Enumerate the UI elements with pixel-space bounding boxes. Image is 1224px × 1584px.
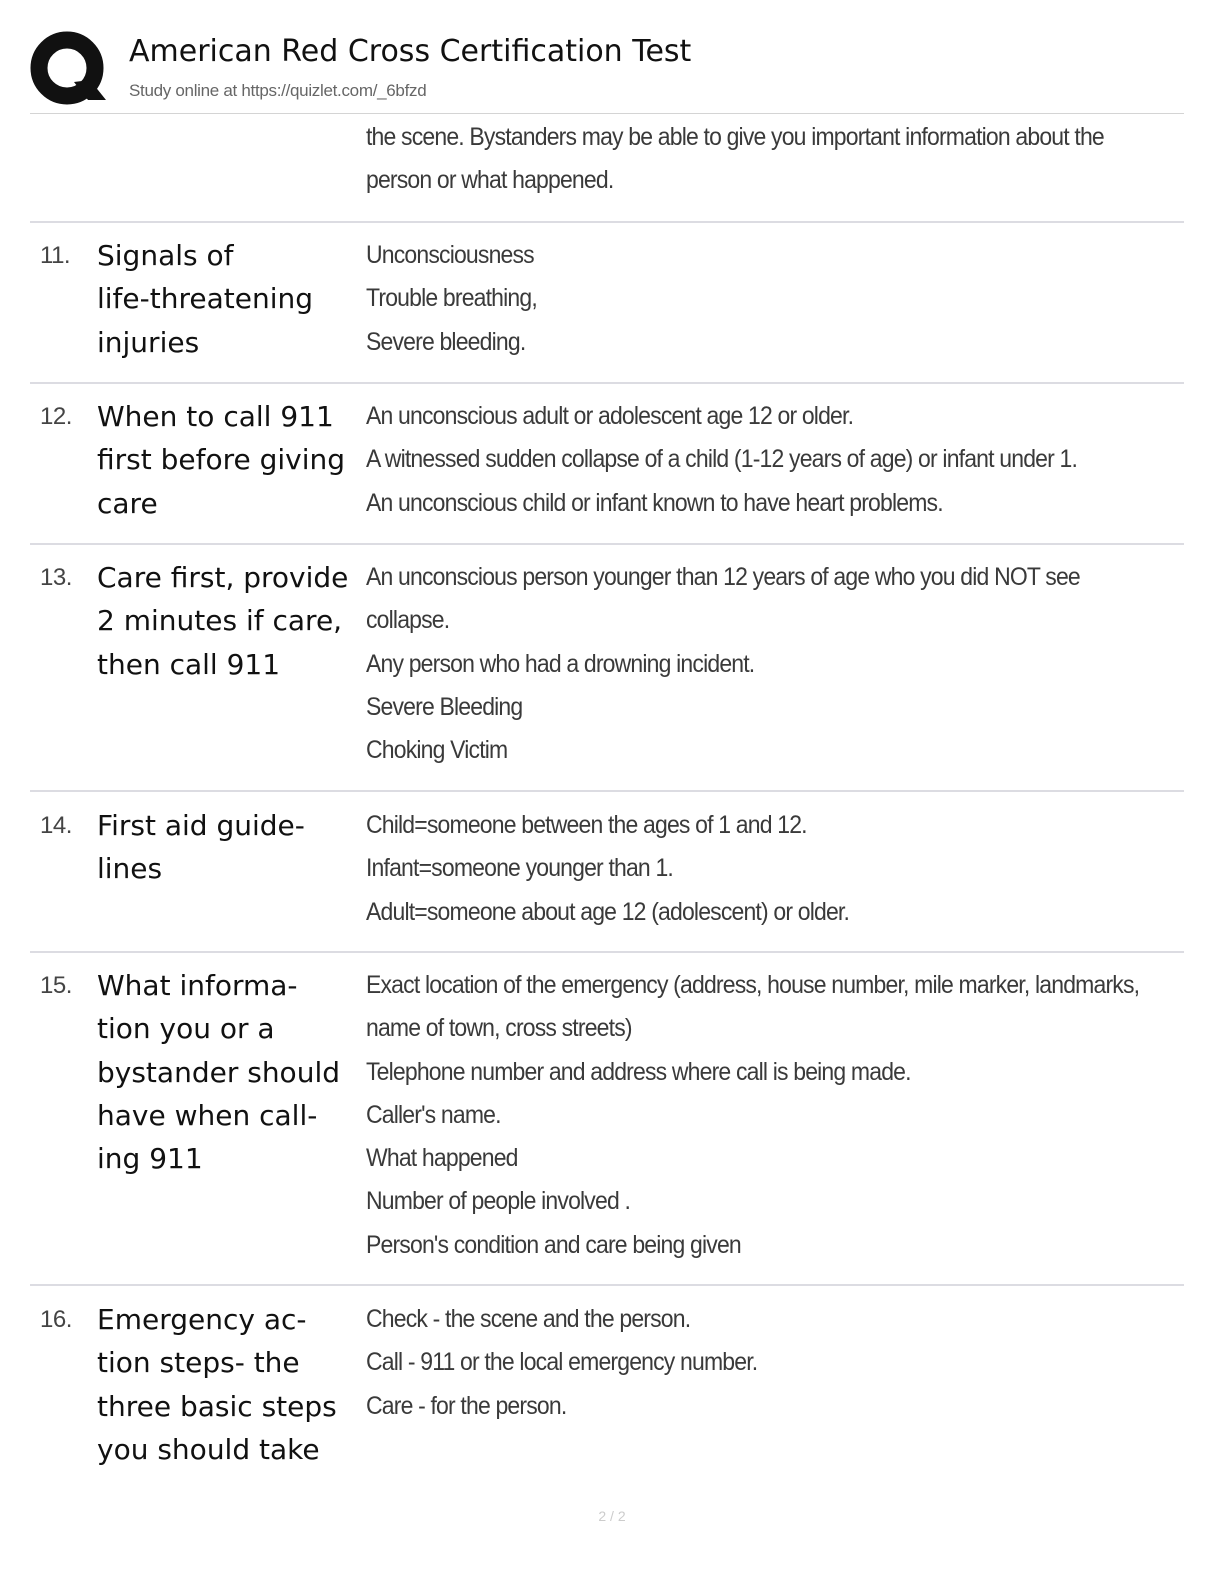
term-line: lines <box>97 852 163 886</box>
definition-line: A witnessed sudden collapse of a child (1-12 years of age) or infant under 1. <box>366 445 1078 474</box>
definition-line: What happened <box>366 1144 518 1173</box>
page-number: 2 / 2 <box>598 1508 626 1524</box>
definition-line: Number of people involved . <box>366 1187 631 1216</box>
card-term <box>97 395 372 525</box>
term-line: Care first, provide <box>97 561 349 594</box>
term-line: What informa- <box>97 969 298 1002</box>
definition-line: person or what happened. <box>366 166 614 195</box>
term-line: Emergency ac- <box>97 1303 307 1336</box>
card-term <box>97 964 372 1180</box>
card-definition <box>366 556 1116 772</box>
term-line: Signals of <box>97 239 234 272</box>
definition-line: Person's condition and care being given <box>366 1230 741 1259</box>
definition-line: Unconsciousness <box>366 241 534 269</box>
term-line: injuries <box>97 325 200 359</box>
card-number: 11. <box>40 242 71 269</box>
page-title: American Red Cross Certification Test <box>129 34 692 69</box>
header-divider <box>30 113 1184 114</box>
definition-line: An unconscious child or infant known to have heart problems. <box>366 488 943 517</box>
card-definition <box>366 395 1116 525</box>
definition-line: An unconscious adult or adolescent age 12 or older. <box>366 402 854 430</box>
term-line: 2 minutes if care, <box>97 604 343 638</box>
definition-line: Call - 911 or the local emergency number. <box>366 1348 758 1377</box>
card-number: 15. <box>40 972 72 999</box>
definition-line: Choking Victim <box>366 736 508 765</box>
term-line: ing 911 <box>97 1142 203 1176</box>
definition-line: Caller's name. <box>366 1100 501 1129</box>
definition-line: Adult=someone about age 12 (adolescent) or older. <box>366 897 850 926</box>
row-divider <box>30 790 1184 792</box>
row-divider <box>30 221 1184 223</box>
card-definition <box>366 234 1116 364</box>
term-line: life-threatening <box>97 282 314 316</box>
continuation-definition <box>366 116 1116 203</box>
row-divider <box>30 1284 1184 1286</box>
definition-line: Exact location of the emergency (address, house number, mile marker, landmarks, <box>366 971 1140 999</box>
definition-line: Infant=someone younger than 1. <box>366 854 673 883</box>
definition-line: Severe Bleeding <box>366 692 523 721</box>
card-definition <box>366 1298 1116 1428</box>
definition-line: Telephone number and address where call is being made. <box>366 1057 911 1086</box>
term-line: first before giving <box>97 443 346 477</box>
term-line: bystander should <box>97 1055 340 1089</box>
card-number: 12. <box>40 403 72 430</box>
term-line: you should take <box>97 1432 320 1466</box>
definition-line: Child=someone between the ages of 1 and 12. <box>366 811 807 839</box>
term-line: When to call 911 <box>97 400 334 433</box>
card-term <box>97 1298 372 1471</box>
definition-line: An unconscious person younger than 12 years of age who you did NOT see <box>366 563 1080 591</box>
definition-line: the scene. Bystanders may be able to give you important information about the <box>366 123 1104 151</box>
row-divider <box>30 543 1184 545</box>
card-number: 16. <box>40 1306 72 1333</box>
term-line: care <box>97 486 158 520</box>
card-number: 13. <box>40 564 72 591</box>
card-term <box>97 556 372 686</box>
definition-line: Check - the scene and the person. <box>366 1305 691 1333</box>
term-line: three basic steps <box>97 1389 337 1423</box>
term-line: tion you or a <box>97 1012 275 1046</box>
definition-line: Care - for the person. <box>366 1391 567 1420</box>
card-term <box>97 804 372 891</box>
row-divider <box>30 382 1184 384</box>
term-line: tion steps- the <box>97 1346 300 1380</box>
card-definition <box>366 964 1140 1267</box>
definition-line: name of town, cross streets) <box>366 1014 632 1043</box>
term-line: have when call- <box>97 1098 318 1132</box>
quizlet-logo-icon <box>30 30 108 108</box>
term-line: First aid guide- <box>97 809 305 842</box>
definition-line: Severe bleeding. <box>366 327 526 356</box>
definition-line: collapse. <box>366 606 450 635</box>
row-divider <box>30 951 1184 953</box>
card-number: 14. <box>40 812 72 839</box>
definition-line: Trouble breathing, <box>366 284 537 313</box>
term-line: then call 911 <box>97 647 281 681</box>
definition-line: Any person who had a drowning incident. <box>366 649 755 678</box>
page-header <box>30 28 1184 114</box>
card-term <box>97 234 372 364</box>
card-definition <box>366 804 1116 934</box>
study-online-link[interactable]: Study online at https://quizlet.com/_6bfzd <box>129 81 427 100</box>
